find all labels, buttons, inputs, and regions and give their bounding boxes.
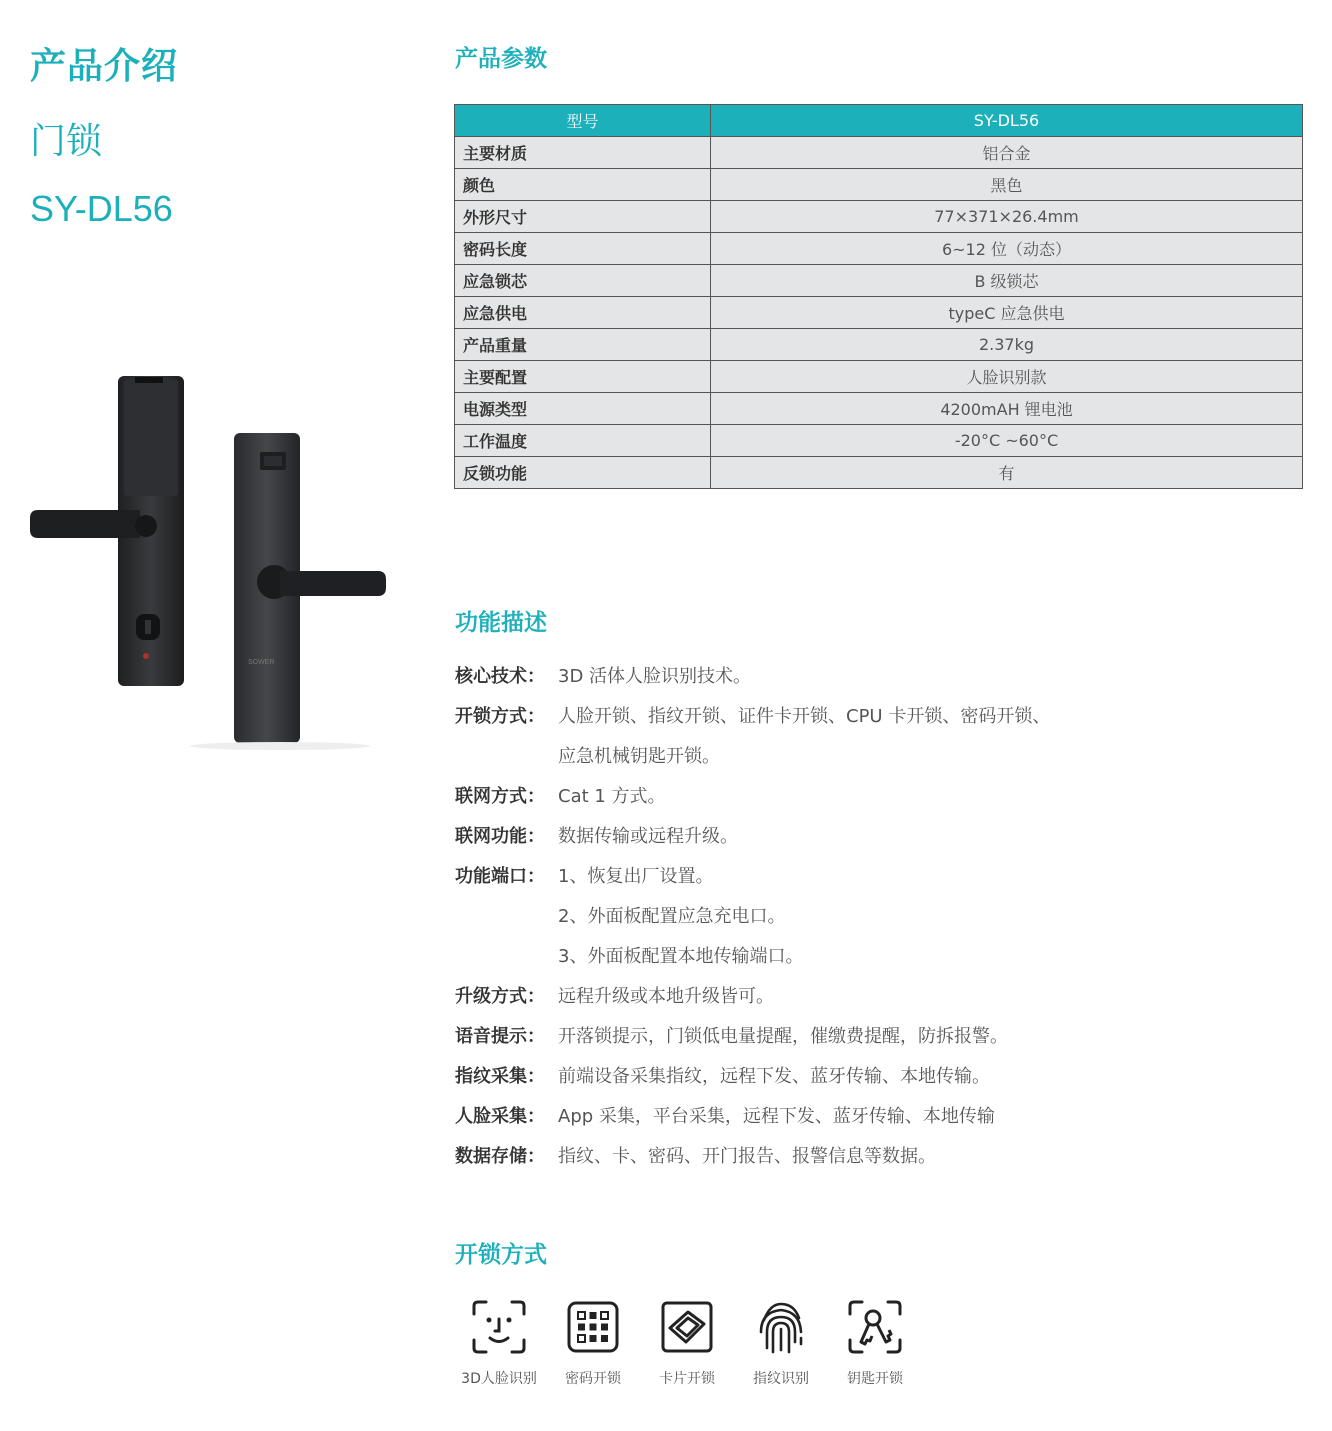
spec-row: [455, 233, 1303, 265]
spec-value: 黑色: [711, 169, 1303, 201]
feature-value: 3、外面板配置本地传输端口。: [558, 946, 804, 967]
keypad-icon: [564, 1298, 622, 1356]
spec-row: [455, 201, 1303, 233]
spec-value: 6~12 位（动态）: [711, 233, 1303, 265]
spec-row: [455, 265, 1303, 297]
feature-item-continued: [455, 897, 1305, 937]
spec-value: 4200mAH 锂电池: [711, 393, 1303, 425]
spec-key: 主要配置: [455, 361, 711, 393]
spec-value: 77×371×26.4mm: [711, 201, 1303, 233]
method-card: [640, 1298, 734, 1388]
spec-key: 颜色: [455, 169, 711, 201]
feature-item-continued: [455, 937, 1305, 977]
feature-value: 1、恢复出厂设置。: [558, 866, 714, 887]
method-label: 卡片开锁: [659, 1371, 715, 1387]
feature-value: Cat 1 方式。: [558, 786, 666, 807]
spec-value: -20°C ~60°C: [711, 425, 1303, 457]
feature-item: [455, 857, 1305, 897]
params-section-title: 产品参数: [455, 46, 547, 72]
feature-item: [455, 697, 1305, 737]
feature-value: 前端设备采集指纹，远程下发、蓝牙传输、本地传输。: [558, 1066, 990, 1087]
spec-row: [455, 425, 1303, 457]
method-label: 指纹识别: [753, 1371, 809, 1387]
spec-key: 外形尺寸: [455, 201, 711, 233]
method-label: 3D人脸识别: [461, 1371, 537, 1387]
door-lock-product-image: [20, 360, 400, 760]
features-section-title: 功能描述: [455, 610, 547, 636]
spec-header-value: SY-DL56: [711, 105, 1303, 137]
spec-row: [455, 393, 1303, 425]
feature-value: 开落锁提示，门锁低电量提醒，催缴费提醒，防拆报警。: [558, 1026, 1008, 1047]
feature-key: 联网方式：: [455, 786, 545, 807]
unlock-methods: [452, 1298, 922, 1388]
spec-key: 应急供电: [455, 297, 711, 329]
spec-header-row: [455, 105, 1303, 137]
feature-key: 核心技术：: [455, 666, 545, 687]
feature-key: 人脸采集：: [455, 1106, 545, 1127]
spec-value: 有: [711, 457, 1303, 489]
feature-value: 指纹、卡、密码、开门报告、报警信息等数据。: [558, 1146, 936, 1167]
feature-value: 远程升级或本地升级皆可。: [558, 986, 774, 1007]
feature-item: [455, 777, 1305, 817]
spec-row: [455, 137, 1303, 169]
spec-row: [455, 457, 1303, 489]
feature-key: 功能端口：: [455, 866, 545, 887]
spec-value: 2.37kg: [711, 329, 1303, 361]
method-keypad: [546, 1298, 640, 1388]
method-fingerprint: [734, 1298, 828, 1388]
feature-list: [455, 657, 1305, 1177]
feature-value: App 采集，平台采集，远程下发、蓝牙传输、本地传输: [558, 1106, 995, 1127]
feature-key: 语音提示：: [455, 1026, 545, 1047]
spec-key: 应急锁芯: [455, 265, 711, 297]
spec-row: [455, 329, 1303, 361]
methods-section-title: 开锁方式: [455, 1242, 547, 1268]
spec-key: 反锁功能: [455, 457, 711, 489]
feature-key: 开锁方式：: [455, 706, 545, 727]
face-scan-icon: [470, 1298, 528, 1356]
spec-key: 电源类型: [455, 393, 711, 425]
feature-item: [455, 1137, 1305, 1177]
method-key: [828, 1298, 922, 1388]
feature-item: [455, 977, 1305, 1017]
brand-mark: SOWER: [248, 659, 275, 666]
spec-row: [455, 361, 1303, 393]
product-category: 门锁: [30, 121, 103, 162]
spec-value: typeC 应急供电: [711, 297, 1303, 329]
card-icon: [658, 1298, 716, 1356]
feature-item: [455, 817, 1305, 857]
intro-title: 产品介绍: [30, 46, 179, 87]
spec-row: [455, 297, 1303, 329]
feature-key: 数据存储：: [455, 1146, 545, 1167]
fingerprint-icon: [752, 1298, 810, 1356]
spec-header-key: 型号: [455, 105, 711, 137]
feature-value: 应急机械钥匙开锁。: [558, 746, 720, 767]
product-model: SY-DL56: [30, 188, 173, 229]
spec-table: [454, 104, 1303, 489]
feature-value: 数据传输或远程升级。: [558, 826, 738, 847]
feature-item: [455, 1097, 1305, 1137]
spec-key: 工作温度: [455, 425, 711, 457]
spec-key: 密码长度: [455, 233, 711, 265]
feature-key: 联网功能：: [455, 826, 545, 847]
method-label: 密码开锁: [565, 1371, 621, 1387]
feature-key: 指纹采集：: [455, 1066, 545, 1087]
key-icon: [846, 1298, 904, 1356]
spec-value: 人脸识别款: [711, 361, 1303, 393]
spec-key: 主要材质: [455, 137, 711, 169]
method-face: [452, 1298, 546, 1388]
method-label: 钥匙开锁: [847, 1371, 903, 1387]
spec-value: 铝合金: [711, 137, 1303, 169]
spec-row: [455, 169, 1303, 201]
feature-item: [455, 657, 1305, 697]
feature-item-continued: [455, 737, 1305, 777]
feature-value: 3D 活体人脸识别技术。: [558, 666, 752, 687]
feature-value: 2、外面板配置应急充电口。: [558, 906, 786, 927]
feature-item: [455, 1057, 1305, 1097]
feature-item: [455, 1017, 1305, 1057]
feature-value: 人脸开锁、指纹开锁、证件卡开锁、CPU 卡开锁、密码开锁、: [558, 706, 1051, 727]
spec-key: 产品重量: [455, 329, 711, 361]
feature-key: 升级方式：: [455, 986, 545, 1007]
spec-value: B 级锁芯: [711, 265, 1303, 297]
